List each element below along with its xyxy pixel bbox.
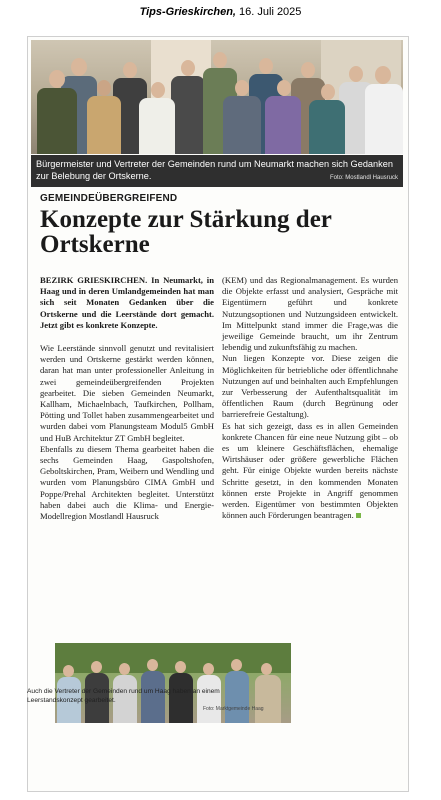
source-line [0, 6, 441, 18]
article-lead [40, 275, 214, 331]
article-kicker: GEMEINDEÜBERGREIFEND [40, 193, 178, 204]
paragraph-2: Ebenfalls zu diesem Thema gearbeitet haben die sechs Gemeinden Haag, Gaspoltshofen, Geboltskirchen, Pram, Weibern und Wendling und wurden vom Planungsbüro CIMA GmbH und Poppe/Prehal Architekten begleitet. Unterstützt haben dabei auch die Klima- und Energie-Modellregion Mostlandl Hausruck [40, 443, 214, 522]
paragraph-5 [222, 421, 398, 522]
paragraph-4: Nun liegen Konzepte vor. Diese zeigen die Möglichkeiten für betriebliche oder öffentlichnahe Nutzungen auf und beinhalten auch Empfehlungen zur Verbesserung der Aufenthaltsqualität im öffentlichen Raum (durch Begrünung oder barrierefreie Gestaltung). [222, 353, 398, 420]
article-column-left [40, 275, 214, 522]
lead-text: In Neumarkt, in Haag und in deren Umlandgemeinden hat man sich seit Monaten Gedanken über die Ortskerne und die Leerstände dort gemacht. Jetzt gibt es konkrete Konzepte. [40, 275, 214, 330]
group-photo-neumarkt [31, 40, 403, 154]
photo-credit-bottom: Foto: Marktgemeinde Haag [203, 706, 264, 712]
article-column-right [222, 275, 398, 521]
end-marker-icon [356, 513, 361, 518]
paragraph-1: Wie Leerstände sinnvoll genutzt und revitalisiert werden und Ortskerne gestärkt werden können, daran hat man unter professioneller Anleitung in zwei gemeindeübergreifenden Projekten gearbeitet. Die sieben Gemeinden Neumarkt, Kallham, Michaelnbach, Taufkirchen, Pollham, Pötting und Tollet haben zusammengearbeitet und wurden dabei vom Planungsteam Modul5 GmbH und HuB Architektur ZT GmbH begleitet. [40, 343, 214, 443]
photo-caption-bottom: Auch die Vertreter der Gemeinden rund um Haag haben an einem Leerstandskonzept gearbeitet. [27, 688, 220, 704]
article-headline: Konzepte zur Stärkung der Ortskerne [40, 206, 332, 258]
lead-place: BEZIRK GRIESKIRCHEN. [40, 275, 148, 285]
newspaper-clipping [27, 36, 409, 792]
caption-text: Bürgermeister und Vertreter der Gemeinden rund um Neumarkt machen sich Gedanken zur Belebung der Ortskerne. [36, 159, 393, 181]
paragraph-5-text: Es hat sich gezeigt, dass es in allen Gemeinden konkrete Chancen für eine neue Nutzung gibt – ob es um kleinere Geschäftsflächen, ehemalige Wirtshäuser oder größere gewerbliche Flächen geht. Für einige Objekte wurden bereits nächste Schritte gesetzt, in den kommenden Monaten können erste Projekte in Angriff genommen werden. Eigentümer von bestimmten Objekten können auch Förderungen beantragen. [222, 420, 398, 521]
outlet-name: Tips-Grieskirchen, [139, 6, 236, 18]
publication-date: 16. Juli 2025 [239, 6, 302, 18]
photo-credit: Foto: Mostlandl Hausruck [329, 175, 398, 181]
paragraph-3: (KEM) und das Regionalmanagement. Es wurden die Objekte erfasst und analysiert, Gespräche mit Eigentümern geführt und konkrete Nutzungsoptionen und Nutzungsideen entwickelt. Im Mittelpunkt stand immer die Frage,was die jeweilige Gemeinde braucht, um ihr Zentrum lebendig und zukunftsfähig zu machen. [222, 275, 398, 353]
photo-caption-top [31, 155, 403, 187]
